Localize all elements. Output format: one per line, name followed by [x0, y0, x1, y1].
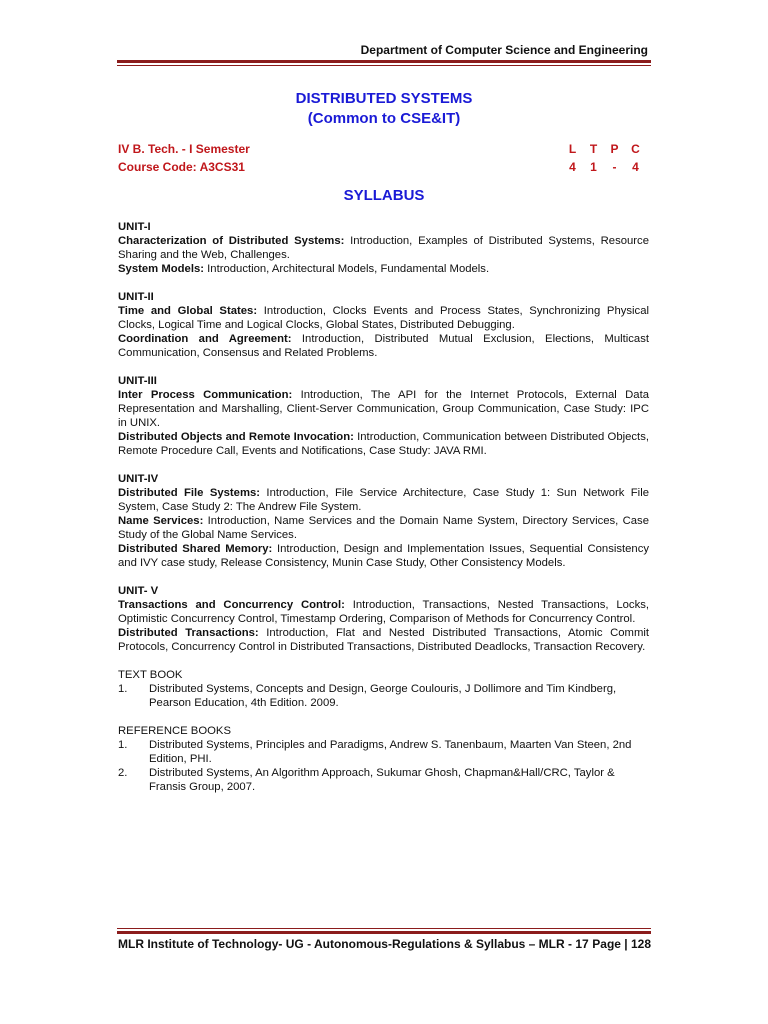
topic-heading: Inter Process Communication:: [118, 389, 293, 401]
list-text: Distributed Systems, Concepts and Design, George Coulouris, J Dollimore and Tim Kindberg, Pearson Education, 4th Edition. 2009.: [149, 683, 617, 709]
header-rule: [117, 60, 651, 63]
footer-institute: MLR Institute of Technology- UG - Autonomous-Regulations & Syllabus – MLR - 17: [118, 937, 589, 951]
list-text: Distributed Systems, An Algorithm Approach, Sukumar Ghosh, Chapman&Hall/CRC, Taylor & Fransis Group, 2007.: [149, 767, 615, 793]
footer-rule: [117, 931, 651, 934]
reference-books-heading: REFERENCE BOOKS: [118, 725, 231, 737]
unit-topic: [118, 430, 649, 458]
unit-heading: UNIT-II: [118, 291, 154, 303]
ltpc-labels: [562, 140, 646, 158]
semester-label: IV B. Tech. - I Semester: [118, 142, 250, 156]
list-number: 2.: [118, 767, 128, 779]
course-code: Course Code: A3CS31: [118, 160, 245, 174]
topic-text: Introduction, Transactions, Nested Transactions, Locks, Optimistic Concurrency Control, Timestamp Ordering, Comparison of Methods for Concurrency Control.: [118, 599, 650, 625]
unit-topic: [118, 234, 649, 262]
topic-text: Introduction, File Service Architecture, Case Study 1: Sun Network File System, Case Study 2: The Andrew File System.: [118, 487, 649, 513]
ltpc-value: 4: [632, 160, 639, 174]
topic-text: Introduction, Examples of Distributed Systems, Resource Sharing and the Web, Challenges.: [118, 235, 649, 261]
topic-text: Introduction, The API for the Internet Protocols, External Data Representation and Marshalling, Client-Server Communication, Group Communication, Case Study: IPC in UNIX.: [118, 389, 649, 429]
topic-text: Introduction, Distributed Mutual Exclusion, Elections, Multicast Communication, Consensus and Related Problems.: [118, 333, 649, 359]
course-subtitle: (Common to CSE&IT): [307, 110, 461, 127]
topic-heading: Distributed Transactions:: [118, 627, 259, 639]
topic-text: Introduction, Name Services and the Domain Name System, Directory Services, Case Study of the Global Name Services.: [118, 515, 649, 541]
topic-heading: Name Services:: [118, 515, 204, 527]
unit-topic: [118, 514, 649, 542]
unit-section: [118, 472, 649, 570]
footer-rule-thin: [117, 928, 651, 929]
department-name: Department of Computer Science and Engineering: [360, 43, 648, 57]
list-item: [118, 766, 649, 794]
course-title: DISTRIBUTED SYSTEMS: [295, 90, 473, 107]
unit-heading: UNIT-IV: [118, 473, 159, 485]
list-number: 1.: [118, 739, 128, 751]
ltpc-label: P: [610, 142, 619, 156]
reference-books-section: [118, 724, 649, 794]
unit-heading: UNIT-I: [118, 221, 151, 233]
unit-topic: [118, 486, 649, 514]
text-book-section: [118, 668, 649, 710]
topic-heading: System Models:: [118, 263, 205, 275]
topic-text: Introduction, Architectural Models, Fundamental Models.: [204, 263, 490, 275]
unit-section: [118, 220, 649, 276]
unit-topic: [118, 332, 649, 360]
header-rule-thin: [117, 65, 651, 66]
text-book-heading: TEXT BOOK: [118, 669, 183, 681]
ltpc-label: C: [631, 142, 640, 156]
page-number: Page | 128: [592, 937, 651, 951]
ltpc-value: 4: [569, 160, 576, 174]
unit-heading: UNIT-III: [118, 375, 157, 387]
footer-text: [118, 937, 651, 951]
syllabus-title: SYLLABUS: [343, 187, 425, 204]
topic-heading: Distributed Objects and Remote Invocation:: [118, 431, 354, 443]
ltpc-label: T: [589, 142, 598, 156]
unit-section: [118, 290, 649, 360]
unit-section: [118, 584, 649, 654]
unit-heading: UNIT- V: [118, 585, 159, 597]
unit-section: [118, 374, 649, 458]
ltpc-value: 1: [590, 160, 597, 174]
topic-heading: Transactions and Concurrency Control:: [118, 599, 345, 611]
syllabus-content: [118, 220, 649, 794]
list-text: Distributed Systems, Principles and Paradigms, Andrew S. Tanenbaum, Maarten Van Steen, 2nd Edition, PHI.: [149, 739, 632, 765]
unit-topic: [118, 304, 649, 332]
topic-heading: Distributed File Systems:: [118, 487, 261, 499]
topic-heading: Characterization of Distributed Systems:: [118, 235, 345, 247]
ltpc-label: L: [568, 142, 577, 156]
ltpc-value: -: [612, 160, 617, 174]
unit-topic: [118, 388, 649, 430]
topic-heading: Time and Global States:: [118, 305, 258, 317]
unit-topic: [118, 626, 649, 654]
list-item: [118, 682, 649, 710]
topic-heading: Coordination and Agreement:: [118, 333, 292, 345]
unit-topic: [118, 598, 649, 626]
list-item: [118, 738, 649, 766]
unit-topic: [118, 262, 649, 276]
topic-text: Introduction, Communication between Distributed Objects, Remote Procedure Call, Events and Notifications, Case Study: JAVA RMI.: [118, 431, 649, 457]
topic-text: Introduction, Clocks Events and Process States, Synchronizing Physical Clocks, Logical Time and Logical Clocks, Global States, Distributed Debugging.: [118, 305, 649, 331]
list-number: 1.: [118, 683, 128, 695]
topic-text: Introduction, Flat and Nested Distributed Transactions, Atomic Commit Protocols, Concurrency Control in Distributed Transactions, Distributed Deadlocks, Transaction Recovery.: [118, 627, 650, 653]
ltpc-values: [562, 158, 646, 176]
topic-text: Introduction, Design and Implementation Issues, Sequential Consistency and IVY case study, Release Consistency, Munin Case Study, Other Consistency Models.: [118, 543, 649, 569]
topic-heading: Distributed Shared Memory:: [118, 543, 273, 555]
unit-topic: [118, 542, 649, 570]
